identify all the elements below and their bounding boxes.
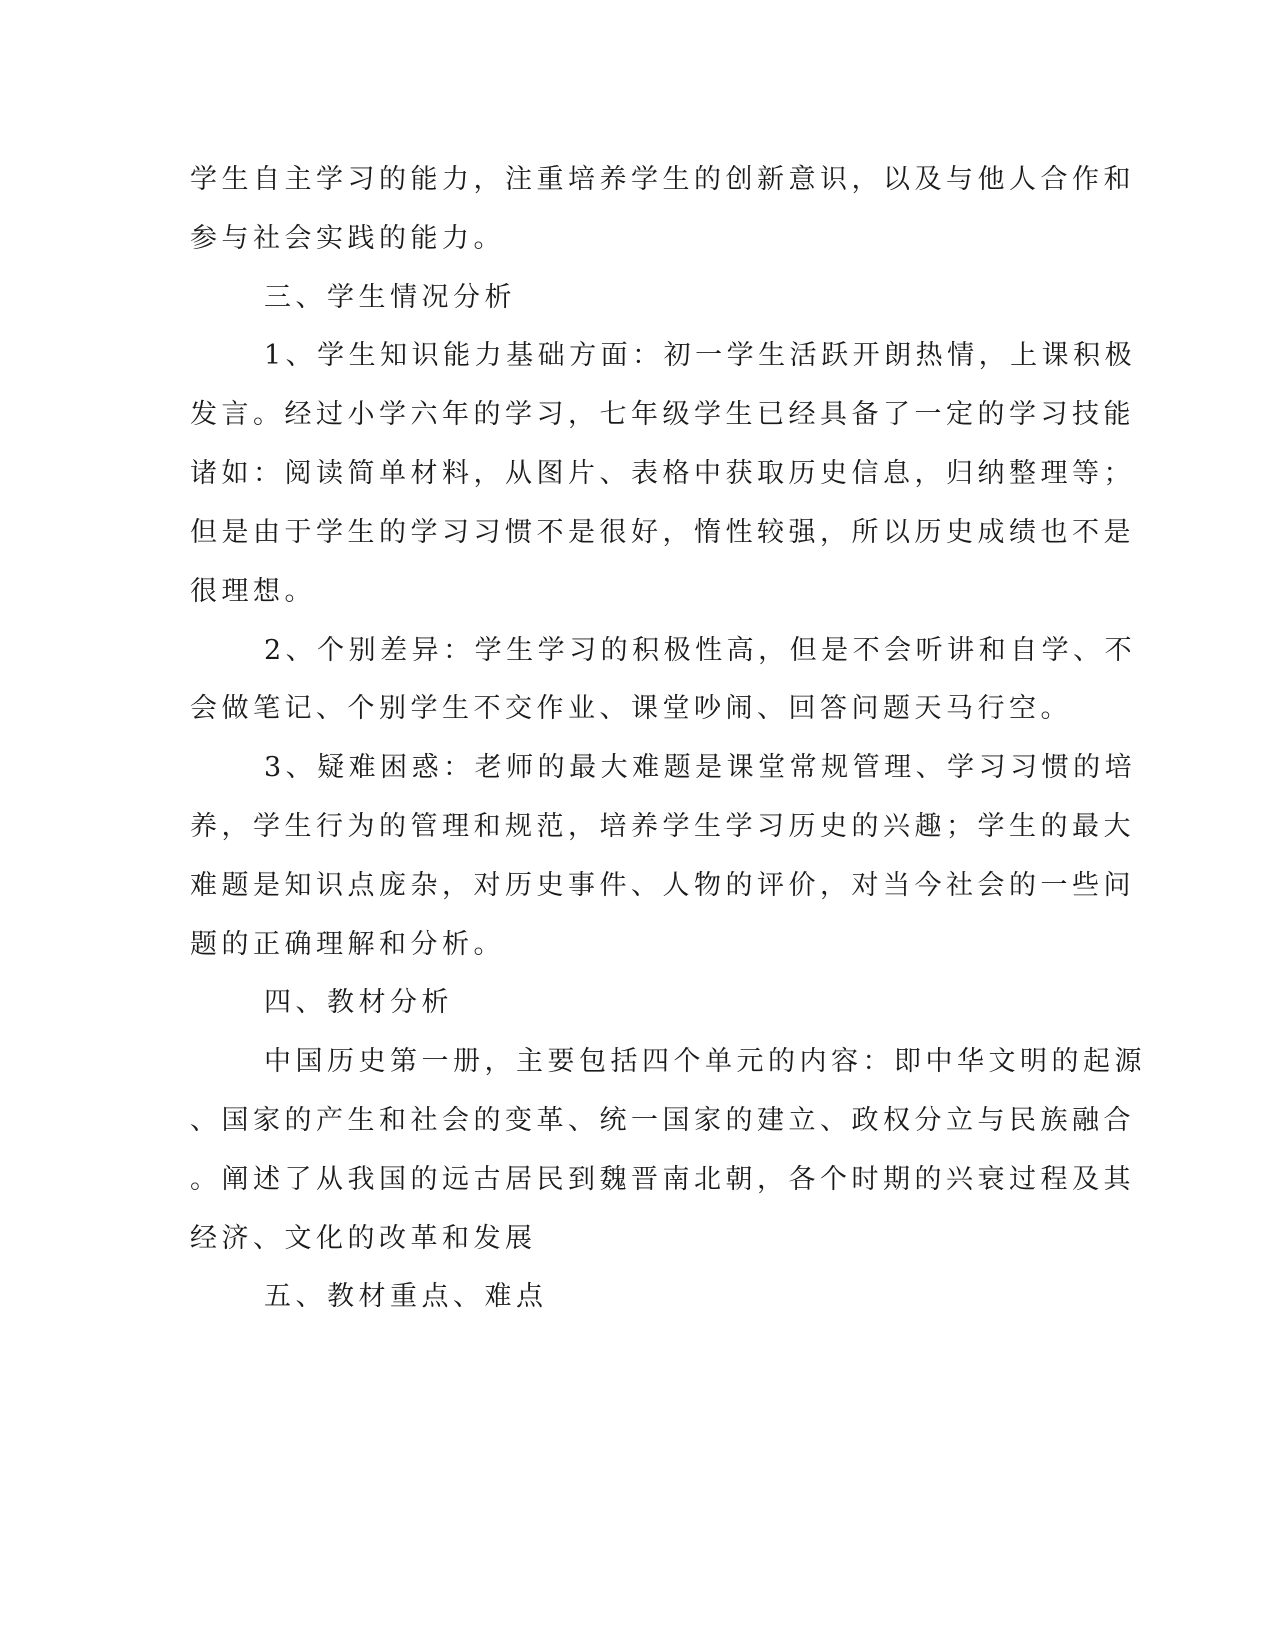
text-line: 难题是知识点庞杂，对历史事件、人物的评价，对当今社会的一些问 bbox=[190, 870, 1135, 901]
text-line: 会做笔记、个别学生不交作业、课堂吵闹、回答问题天马行空。 bbox=[190, 693, 1072, 724]
text-line: 中国历史第一册，主要包括四个单元的内容：即中华文明的起源 bbox=[264, 1046, 1146, 1077]
text-line: 3、疑难困惑：老师的最大难题是课堂常规管理、学习习惯的培 bbox=[264, 752, 1137, 783]
text-line: 养，学生行为的管理和规范，培养学生学习历史的兴趣；学生的最大 bbox=[190, 811, 1135, 842]
text-line: 、国家的产生和社会的变革、统一国家的建立、政权分立与民族融合 bbox=[190, 1105, 1135, 1136]
text-line: 2、个别差异：学生学习的积极性高，但是不会听讲和自学、不 bbox=[264, 635, 1137, 666]
text-line: 经济、文化的改革和发展 bbox=[190, 1223, 537, 1254]
text-line: 很理想。 bbox=[190, 576, 316, 607]
text-line: 参与社会实践的能力。 bbox=[190, 223, 505, 254]
text-line: 发言。经过小学六年的学习，七年级学生已经具备了一定的学习技能 bbox=[190, 399, 1135, 430]
section-heading-textbook-analysis: 四、教材分析 bbox=[264, 987, 453, 1018]
text-line: 但是由于学生的学习习惯不是很好，惰性较强，所以历史成绩也不是 bbox=[190, 517, 1135, 548]
section-heading-key-points: 五、教材重点、难点 bbox=[264, 1281, 548, 1312]
text-line: 诸如：阅读简单材料，从图片、表格中获取历史信息，归纳整理等； bbox=[190, 458, 1135, 489]
text-line: 。阐述了从我国的远古居民到魏晋南北朝，各个时期的兴衰过程及其 bbox=[190, 1164, 1135, 1195]
section-heading-student-analysis: 三、学生情况分析 bbox=[264, 282, 516, 313]
text-line: 学生自主学习的能力，注重培养学生的创新意识，以及与他人合作和 bbox=[190, 164, 1135, 195]
text-line: 1、学生知识能力基础方面：初一学生活跃开朗热情，上课积极 bbox=[264, 340, 1137, 371]
text-line: 题的正确理解和分析。 bbox=[190, 929, 505, 960]
